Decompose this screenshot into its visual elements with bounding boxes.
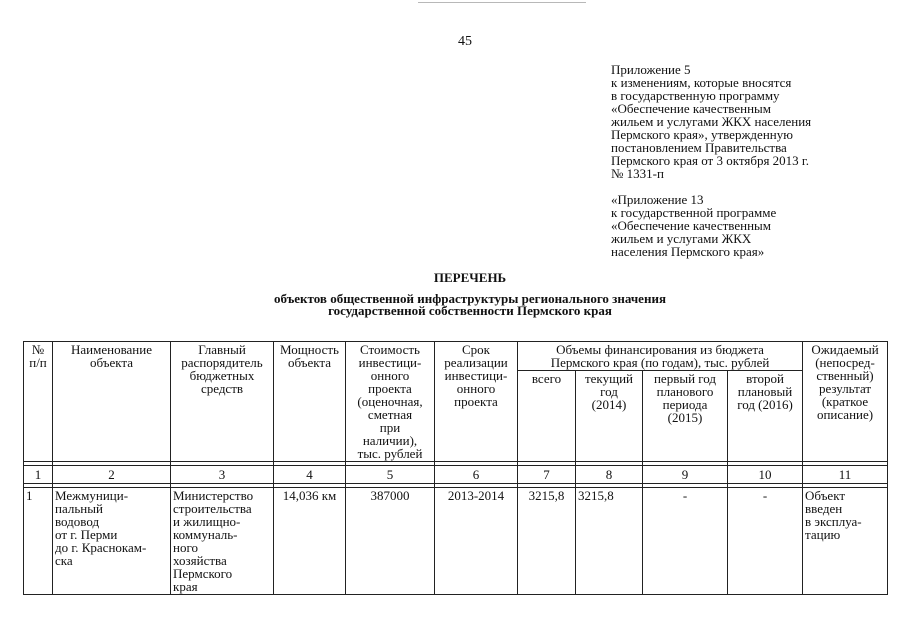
row-plan-year-2: - <box>728 488 803 595</box>
column-number: 4 <box>274 466 346 484</box>
document-subtitle-line-1: объектов общественной инфраструктуры регионального значения <box>274 291 666 306</box>
row-num: 1 <box>24 488 53 595</box>
column-number: 5 <box>346 466 435 484</box>
column-number: 9 <box>643 466 728 484</box>
document-subtitle-line-2: государственной собственности Пермского края <box>328 303 612 318</box>
column-number: 6 <box>435 466 518 484</box>
header-current-year: текущий год (2014) <box>576 371 643 462</box>
row-current-year: 3215,8 <box>576 488 643 595</box>
column-number: 2 <box>53 466 171 484</box>
row-object-name: Межмуници- пальный водовод от г. Перми до г. Краснокам- ска <box>53 488 171 595</box>
header-funding-group: Объемы финансирования из бюджета Пермского края (по годам), тыс. рублей <box>518 342 803 371</box>
top-edge-line <box>418 2 586 3</box>
header-object-name: Наименование объекта <box>53 342 171 462</box>
header-capacity: Мощность объекта <box>274 342 346 462</box>
header-budget-manager: Главный распорядитель бюджетных средств <box>171 342 274 462</box>
row-capacity: 14,036 км <box>274 488 346 595</box>
header-num: № п/п <box>24 342 53 462</box>
row-budget-manager: Министерство строительства и жилищно- коммуналь- ного хозяйства Пермского края <box>171 488 274 595</box>
row-project-term: 2013-2014 <box>435 488 518 595</box>
row-expected-result: Объект введен в эксплуа- тацию <box>803 488 888 595</box>
row-plan-year-1: - <box>643 488 728 595</box>
column-number: 1 <box>24 466 53 484</box>
infrastructure-objects-table <box>23 341 888 595</box>
appendix-note-13: «Приложение 13 к государственной программе «Обеспечение качественным жильем и услугами ЖКХ населения Пермского края» <box>611 192 777 259</box>
column-number: 7 <box>518 466 576 484</box>
column-number: 10 <box>728 466 803 484</box>
header-plan-year-2: второй плановый год (2016) <box>728 371 803 462</box>
row-project-cost: 387000 <box>346 488 435 595</box>
column-number-row <box>24 466 888 484</box>
header-project-cost: Стоимость инвестици- онного проекта (оценочная, сметная при наличии), тыс. рублей <box>346 342 435 462</box>
header-project-term: Срок реализации инвестици- онного проекта <box>435 342 518 462</box>
page-number: 45 <box>458 34 472 49</box>
column-number: 3 <box>171 466 274 484</box>
document-title: ПЕРЕЧЕНЬ <box>433 270 507 285</box>
column-number: 11 <box>803 466 888 484</box>
header-plan-year-1: первый год планового периода (2015) <box>643 371 728 462</box>
row-total: 3215,8 <box>518 488 576 595</box>
table-row <box>24 488 888 595</box>
header-total: всего <box>518 371 576 462</box>
column-number: 8 <box>576 466 643 484</box>
appendix-note-5: Приложение 5 к изменениям, которые вносятся в государственную программу «Обеспечение качественным жильем и услугами ЖКХ населения Пермского края», утвержденную постановлением Правительства Пермского края от 3 октября 2013 г. № 1331-п <box>611 62 812 181</box>
table-header-row-1 <box>24 342 888 371</box>
header-expected-result: Ожидаемый (непосред- ственный) результат (краткое описание) <box>803 342 888 462</box>
